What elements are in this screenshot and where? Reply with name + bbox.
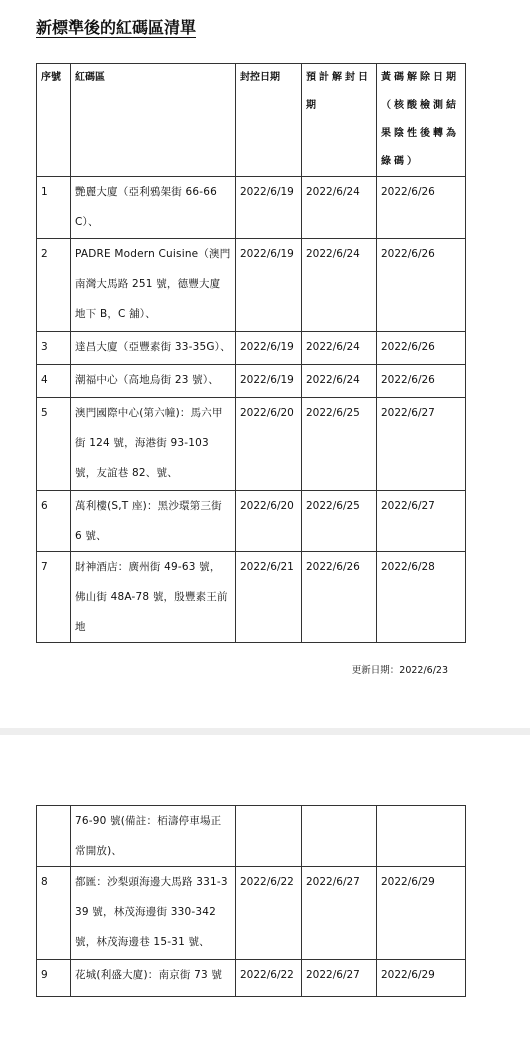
row-number: 1 xyxy=(37,177,71,239)
red-zone-table-continued xyxy=(36,805,466,997)
unseal-date: 2022/6/24 xyxy=(302,332,377,365)
table-row xyxy=(37,365,466,398)
row-number: 8 xyxy=(37,867,71,960)
page-separator xyxy=(0,728,530,735)
yellow-release-date: 2022/6/28 xyxy=(377,552,466,643)
sealed-date: 2022/6/21 xyxy=(236,552,302,643)
document-title: 新標準後的紅碼區清單 xyxy=(36,18,197,37)
yellow-release-date: 2022/6/27 xyxy=(377,398,466,491)
yellow-release-date: 2022/6/29 xyxy=(377,867,466,960)
yellow-release-date: 2022/6/29 xyxy=(377,960,466,997)
yellow-release-date: 2022/6/26 xyxy=(377,365,466,398)
sealed-date xyxy=(236,806,302,867)
row-number: 7 xyxy=(37,552,71,643)
unseal-date: 2022/6/25 xyxy=(302,398,377,491)
red-zone-name: 財神酒店：廣州街 49-63 號，佛山街 48A-78 號，殷豐素王前地 xyxy=(71,552,236,643)
table-row xyxy=(37,177,466,239)
red-zone-name: 76-90 號(備註：栢濤停車場正常開放)、 xyxy=(71,806,236,867)
header-unseal: 預計解封日期 xyxy=(302,64,377,177)
sealed-date: 2022/6/19 xyxy=(236,239,302,332)
red-zone-name: 達昌大廈（亞豐素街 33-35G）、 xyxy=(71,332,236,365)
row-number: 5 xyxy=(37,398,71,491)
sealed-date: 2022/6/20 xyxy=(236,491,302,552)
row-number xyxy=(37,806,71,867)
header-sealed: 封控日期 xyxy=(236,64,302,177)
unseal-date: 2022/6/27 xyxy=(302,960,377,997)
red-zone-table xyxy=(36,63,466,643)
sealed-date: 2022/6/19 xyxy=(236,177,302,239)
red-zone-name: 潮福中心（高地烏街 23 號）、 xyxy=(71,365,236,398)
table-row xyxy=(37,239,466,332)
table-row xyxy=(37,491,466,552)
row-number: 3 xyxy=(37,332,71,365)
sealed-date: 2022/6/20 xyxy=(236,398,302,491)
unseal-date: 2022/6/24 xyxy=(302,365,377,398)
table-row xyxy=(37,960,466,997)
unseal-date: 2022/6/27 xyxy=(302,867,377,960)
row-number: 4 xyxy=(37,365,71,398)
table-row xyxy=(37,398,466,491)
header-no: 序號 xyxy=(37,64,71,177)
yellow-release-date xyxy=(377,806,466,867)
row-number: 2 xyxy=(37,239,71,332)
red-zone-name: 都匯：沙梨頭海邊大馬路 331-339 號，林茂海邊街 330-342 號，林茂海邊巷 15-31 號、 xyxy=(71,867,236,960)
sealed-date: 2022/6/19 xyxy=(236,365,302,398)
table-row xyxy=(37,867,466,960)
sealed-date: 2022/6/22 xyxy=(236,960,302,997)
red-zone-name: 澳門國際中心(第六幢)：馬六甲街 124 號，海港街 93-103 號，友誼巷 82、號、 xyxy=(71,398,236,491)
yellow-release-date: 2022/6/26 xyxy=(377,177,466,239)
unseal-date: 2022/6/24 xyxy=(302,177,377,239)
red-zone-name: 花城(利盛大廈)：南京街 73 號 xyxy=(71,960,236,997)
red-zone-name: 萬利樓(S,T 座)：黑沙環第三街 6 號、 xyxy=(71,491,236,552)
table-row xyxy=(37,552,466,643)
table-row xyxy=(37,332,466,365)
table-header-row xyxy=(37,64,466,177)
row-number: 9 xyxy=(37,960,71,997)
unseal-date: 2022/6/24 xyxy=(302,239,377,332)
sealed-date: 2022/6/19 xyxy=(236,332,302,365)
sealed-date: 2022/6/22 xyxy=(236,867,302,960)
row-number: 6 xyxy=(37,491,71,552)
yellow-release-date: 2022/6/27 xyxy=(377,491,466,552)
update-date: 更新日期：2022/6/23 xyxy=(351,665,448,676)
red-zone-name: 艷麗大廈（亞利鴉架街 66-66C）、 xyxy=(71,177,236,239)
header-name: 紅碼區 xyxy=(71,64,236,177)
unseal-date: 2022/6/26 xyxy=(302,552,377,643)
table-row xyxy=(37,806,466,867)
unseal-date xyxy=(302,806,377,867)
header-yellow: 黃碼解除日期（核酸檢測結果陰性後轉為綠碼） xyxy=(377,64,466,177)
unseal-date: 2022/6/25 xyxy=(302,491,377,552)
yellow-release-date: 2022/6/26 xyxy=(377,239,466,332)
red-zone-name: PADRE Modern Cuisine（澳門南灣大馬路 251 號，德豐大廈地下 B，C 舖）、 xyxy=(71,239,236,332)
yellow-release-date: 2022/6/26 xyxy=(377,332,466,365)
